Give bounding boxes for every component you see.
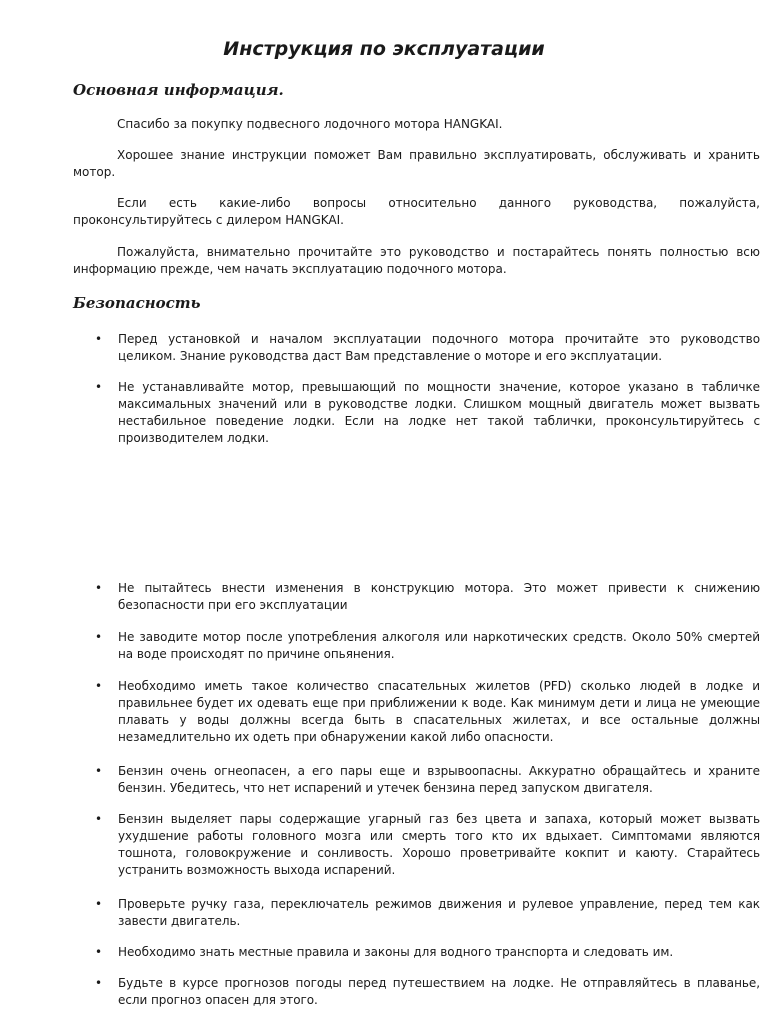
list-item-text: Бензин очень огнеопасен, а его пары еще и взрывоопасны. Аккуратно обращайтесь и храните бензин. Убедитесь, что нет испарений и утечек бензина перед запуском двигателя. xyxy=(118,764,760,795)
bullet-icon: • xyxy=(95,945,103,959)
list-item xyxy=(73,811,760,879)
list-item xyxy=(73,763,760,797)
bullet-icon: • xyxy=(95,679,103,693)
bullet-icon: • xyxy=(95,332,103,346)
paragraph-knowledge: Хорошее знание инструкции поможет Вам правильно эксплуатировать, обслуживать и хранить мотор. xyxy=(73,148,760,179)
list-item xyxy=(73,944,760,961)
bullet-icon: • xyxy=(95,897,103,911)
list-item xyxy=(73,331,760,365)
list-item xyxy=(73,975,760,1009)
section-heading-safety: Безопасность xyxy=(73,294,201,312)
document-title: Инструкция по эксплуатации xyxy=(223,38,545,60)
section-heading-basic-info: Основная информация. xyxy=(73,81,284,99)
bullet-icon: • xyxy=(95,380,103,394)
bullet-icon: • xyxy=(95,581,103,595)
list-item-text: Проверьте ручку газа, переключатель режимов движения и рулевое управление, перед тем как завести двигатель. xyxy=(118,897,760,928)
paragraph-thanks: Спасибо за покупку подвесного лодочного мотора HANGKAI. xyxy=(117,117,503,131)
list-item xyxy=(73,580,760,614)
list-item-text: Необходимо знать местные правила и законы для водного транспорта и следовать им. xyxy=(118,945,674,959)
bullet-icon: • xyxy=(95,812,103,826)
paragraph-questions: Если есть какие-либо вопросы относительно данного руководства, пожалуйста, проконсультируйтесь с дилером HANGKAI. xyxy=(73,196,760,227)
bullet-icon: • xyxy=(95,630,103,644)
list-item xyxy=(73,629,760,663)
list-item xyxy=(73,379,760,447)
list-item xyxy=(73,896,760,930)
list-item-text: Не заводите мотор после употребления алкоголя или наркотических средств. Около 50% смертей на воде происходят по причине опьянения. xyxy=(118,630,760,661)
list-item-text: Необходимо иметь такое количество спасательных жилетов (PFD) сколько людей в лодке и правильнее будет их одевать еще при приближении к воде. Как минимум дети и лица не умеющие плавать у воды должны всегда быть в спасательных жилетах, и все остальные должны незамедлительно их одеть при обнаружении какой либо опасности. xyxy=(118,679,760,744)
paragraph-read-carefully: Пожалуйста, внимательно прочитайте это руководство и постарайтесь понять полностью всю информацию прежде, чем начать эксплуатацию подочного мотора. xyxy=(73,245,760,276)
bullet-icon: • xyxy=(95,976,103,990)
bullet-icon: • xyxy=(95,764,103,778)
list-item-text: Будьте в курсе прогнозов погоды перед путешествием на лодке. Не отправляйтесь в плаванье, если прогноз опасен для этого. xyxy=(118,976,760,1007)
list-item xyxy=(73,678,760,746)
list-item-text: Не устанавливайте мотор, превышающий по мощности значение, которое указано в табличке максимальных значений или в руководстве лодки. Слишком мощный двигатель может вызвать нестабильное поведение лодки. Если на лодке нет такой таблички, проконсультируйтесь с производителем лодки. xyxy=(118,380,760,445)
list-item-text: Бензин выделяет пары содержащие угарный газ без цвета и запаха, который может вызвать ухудшение работы головного мозга или смерть того кто их вдыхает. Симптомами являются тошнота, головокружение и сонливость. Хорошо проветривайте кокпит и каюту. Старайтесь устранить возможность выхода испарений. xyxy=(118,812,760,877)
list-item-text: Перед установкой и началом эксплуатации подочного мотора прочитайте это руководство целиком. Знание руководства даст Вам представление о моторе и его эксплуатации. xyxy=(118,332,760,363)
list-item-text: Не пытайтесь внести изменения в конструкцию мотора. Это может привести к снижению безопасности при его эксплуатации xyxy=(118,581,760,612)
